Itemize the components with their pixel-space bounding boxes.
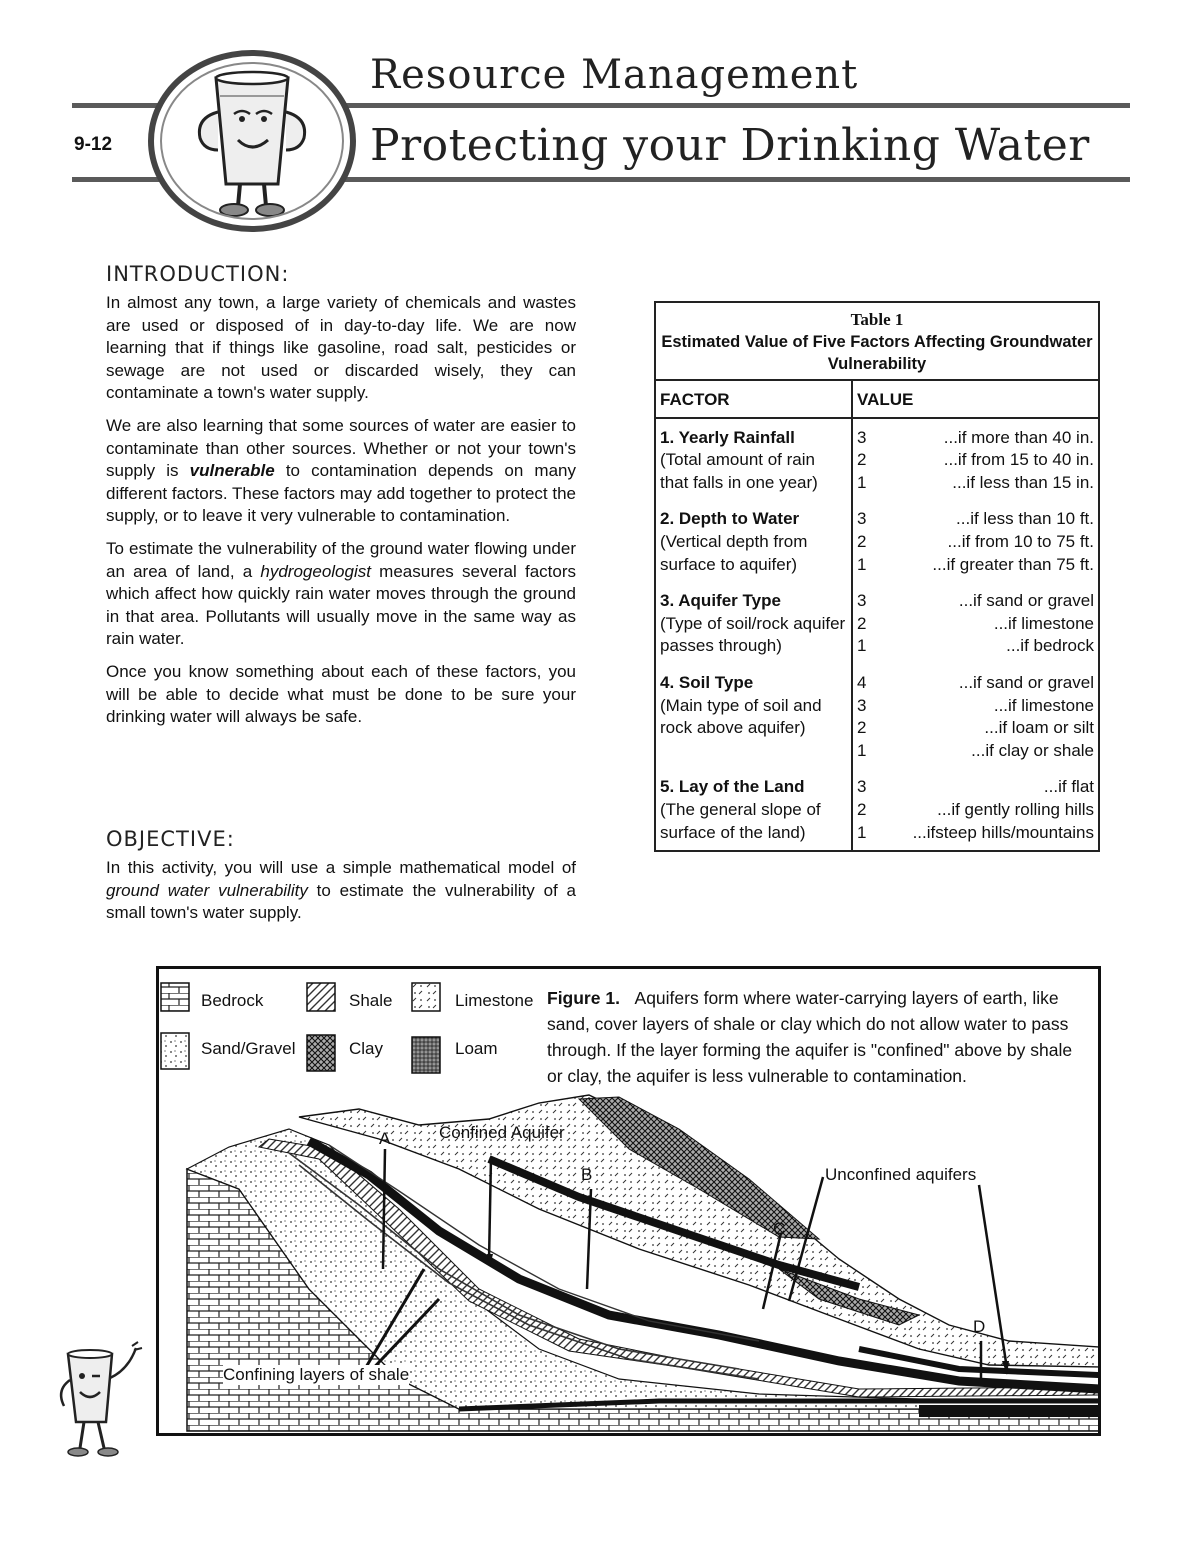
legend-swatch-sand-gravel: [161, 1033, 189, 1069]
value-score: 1: [857, 822, 867, 842]
factor-name: 3. Aquifer Type: [660, 591, 781, 611]
factor-description: (Main type of soil and rock above aquifer): [660, 695, 822, 738]
table-number: Table 1: [850, 310, 904, 329]
introduction-heading: INTRODUCTION:: [106, 262, 290, 286]
factor-cell: [656, 500, 853, 582]
legend-swatch-bedrock: [161, 983, 189, 1011]
factor-name: 4. Soil Type: [660, 672, 754, 692]
value-score: 3: [857, 591, 867, 611]
value-line: [857, 531, 1094, 554]
value-line: [857, 590, 1094, 613]
label-d: D: [973, 1317, 986, 1336]
value-condition: ...ifsteep hills/mountains: [912, 822, 1094, 842]
factor-row: [656, 768, 1098, 850]
figure-caption: Figure 1. Aquifers form where water-carrying layers of earth, like sand, cover layers of shale or clay which do not allow water to pass through. If the layer forming the aquifer is "confined" above by shale or clay, the aquifer is less vulnerable to contamination.: [547, 988, 1073, 1086]
value-score: 1: [857, 636, 867, 656]
value-cell: [853, 500, 1098, 582]
factor-row: [656, 500, 1098, 582]
value-condition: ...if limestone: [993, 613, 1094, 633]
value-line: [857, 554, 1094, 577]
factor-row: [656, 582, 1098, 664]
value-score: 2: [857, 799, 867, 819]
factor-row: [656, 664, 1098, 768]
legend-label-limestone: Limestone: [455, 991, 534, 1010]
legend-swatch-shale: [307, 983, 335, 1011]
value-condition: ...if from 15 to 40 in.: [943, 450, 1094, 470]
page-title: Resource Management: [370, 52, 859, 98]
value-line: [857, 799, 1094, 822]
value-condition: ...if flat: [1043, 777, 1094, 797]
value-score: 3: [857, 777, 867, 797]
value-score: 1: [857, 740, 867, 760]
value-condition: ...if greater than 75 ft.: [932, 554, 1094, 574]
value-cell: [853, 419, 1098, 501]
legend-label-sand-gravel: Sand/Gravel: [201, 1039, 296, 1058]
water-glass-mascot-icon: [154, 56, 350, 226]
value-score: 3: [857, 509, 867, 529]
value-line: [857, 472, 1094, 495]
waving-glass-mascot-icon: [50, 1340, 150, 1460]
legend-swatch-limestone: [412, 983, 440, 1011]
legend-label-clay: Clay: [349, 1039, 384, 1058]
value-line: [857, 776, 1094, 799]
legend-label-loam: Loam: [455, 1039, 498, 1058]
value-score: 2: [857, 531, 867, 551]
value-condition: ...if bedrock: [1006, 636, 1094, 656]
page-subtitle: Protecting your Drinking Water: [370, 120, 1090, 171]
value-line: [857, 695, 1094, 718]
col-header-factor: FACTOR: [656, 381, 853, 417]
factor-cell: [656, 664, 853, 768]
factor-description: (Type of soil/rock aquifer passes through): [660, 613, 846, 656]
table-header-row: [656, 381, 1098, 419]
value-score: 3: [857, 427, 867, 447]
label-unconfined-aquifers: Unconfined aquifers: [825, 1165, 977, 1184]
value-condition: ...if less than 15 in.: [952, 472, 1094, 492]
value-condition: ...if less than 10 ft.: [956, 509, 1094, 529]
value-cell: [853, 664, 1098, 768]
value-condition: ...if clay or shale: [971, 740, 1094, 760]
label-confined-aquifer: Confined Aquifer: [439, 1123, 565, 1142]
emphasis-vulnerable: vulnerable: [189, 461, 275, 481]
legend-swatch-loam: [412, 1037, 440, 1073]
label-a: A: [379, 1129, 391, 1148]
value-condition: ...if gently rolling hills: [937, 799, 1094, 819]
label-c: C: [773, 1219, 786, 1238]
table-body: [656, 419, 1098, 851]
grade-level: 9-12: [74, 134, 113, 155]
table-caption: [656, 303, 1098, 381]
factor-name: 2. Depth to Water: [660, 509, 800, 529]
factor-description: (Total amount of rain that falls in one year): [660, 450, 818, 492]
intro-paragraph-3: To estimate the vulnerability of the ground water flowing under an area of land, a hydrogeologist measures several factors which affect how quickly rain water moves through the ground in that area. Pollutants will usually move in the same way as rain water.: [106, 538, 576, 649]
factor-row: [656, 419, 1098, 501]
value-cell: [853, 768, 1098, 850]
value-score: 2: [857, 450, 867, 470]
col-header-value: VALUE: [857, 390, 914, 409]
value-line: [857, 427, 1094, 450]
value-cell: [853, 582, 1098, 664]
factor-cell: [656, 419, 853, 501]
value-score: 2: [857, 613, 867, 633]
factor-description: (Vertical depth from surface to aquifer): [660, 531, 808, 574]
value-score: 1: [857, 554, 867, 574]
value-line: [857, 740, 1094, 763]
value-condition: ...if from 10 to 75 ft.: [947, 531, 1094, 551]
objective-text: In this activity, you will use a simple mathematical model of ground water vulnerability to estimate the vulnerability of a small town's water supply.: [106, 858, 577, 923]
table-title: Estimated Value of Five Factors Affecting Groundwater Vulnerability: [661, 333, 1093, 373]
value-line: [857, 635, 1094, 658]
value-line: [857, 613, 1094, 636]
factor-cell: [656, 768, 853, 850]
legend-label-shale: Shale: [349, 991, 393, 1010]
value-score: 3: [857, 695, 867, 715]
value-condition: ...if sand or gravel: [958, 672, 1094, 692]
intro-paragraph-2: We are also learning that some sources of water are easier to contaminate than other sources. Whether or not your town's supply is vulnerable to contamination depends on many different factors. These factors may add together to protect the supply, or to leave it very vulnerable to contamination.: [106, 415, 576, 526]
value-condition: ...if more than 40 in.: [943, 427, 1094, 447]
objective-heading: OBJECTIVE:: [106, 827, 235, 851]
value-score: 4: [857, 672, 867, 692]
legend-swatch-clay: [307, 1035, 335, 1071]
intro-paragraph-4: Once you know something about each of these factors, you will be able to decide what must be done to be sure your drinking water will always be safe.: [106, 661, 576, 727]
factor-name: 5. Lay of the Land: [660, 777, 805, 797]
vulnerability-factors-table: [654, 301, 1100, 852]
value-score: 2: [857, 718, 867, 738]
value-line: [857, 822, 1094, 845]
figure-label: Figure 1.: [547, 988, 620, 1008]
introduction-text: [106, 292, 576, 739]
legend-label-bedrock: Bedrock: [201, 991, 264, 1010]
label-b: B: [581, 1165, 593, 1184]
factor-cell: [656, 582, 853, 664]
mascot-badge: [148, 50, 356, 232]
value-score: 1: [857, 472, 867, 492]
value-line: [857, 508, 1094, 531]
factor-name: 1. Yearly Rainfall: [660, 427, 795, 447]
value-condition: ...if sand or gravel: [958, 591, 1094, 611]
factor-description: (The general slope of surface of the land): [660, 799, 821, 842]
value-line: [857, 672, 1094, 695]
value-line: [857, 717, 1094, 740]
intro-paragraph-1: In almost any town, a large variety of chemicals and wastes are used or disposed of in day-to-day life. We are now learning that if things like gasoline, road salt, pesticides or sewage are not used or discarded wisely, they can contaminate a town's water supply.: [106, 293, 576, 403]
value-condition: ...if loam or silt: [984, 718, 1094, 738]
value-condition: ...if limestone: [993, 695, 1094, 715]
emphasis-model: ground water vulnerability: [106, 880, 308, 900]
value-line: [857, 449, 1094, 472]
aquifer-figure: [156, 966, 1101, 1436]
emphasis-hydrogeologist: hydrogeologist: [260, 561, 371, 581]
label-confining-shale: Confining layers of shale: [223, 1365, 410, 1384]
